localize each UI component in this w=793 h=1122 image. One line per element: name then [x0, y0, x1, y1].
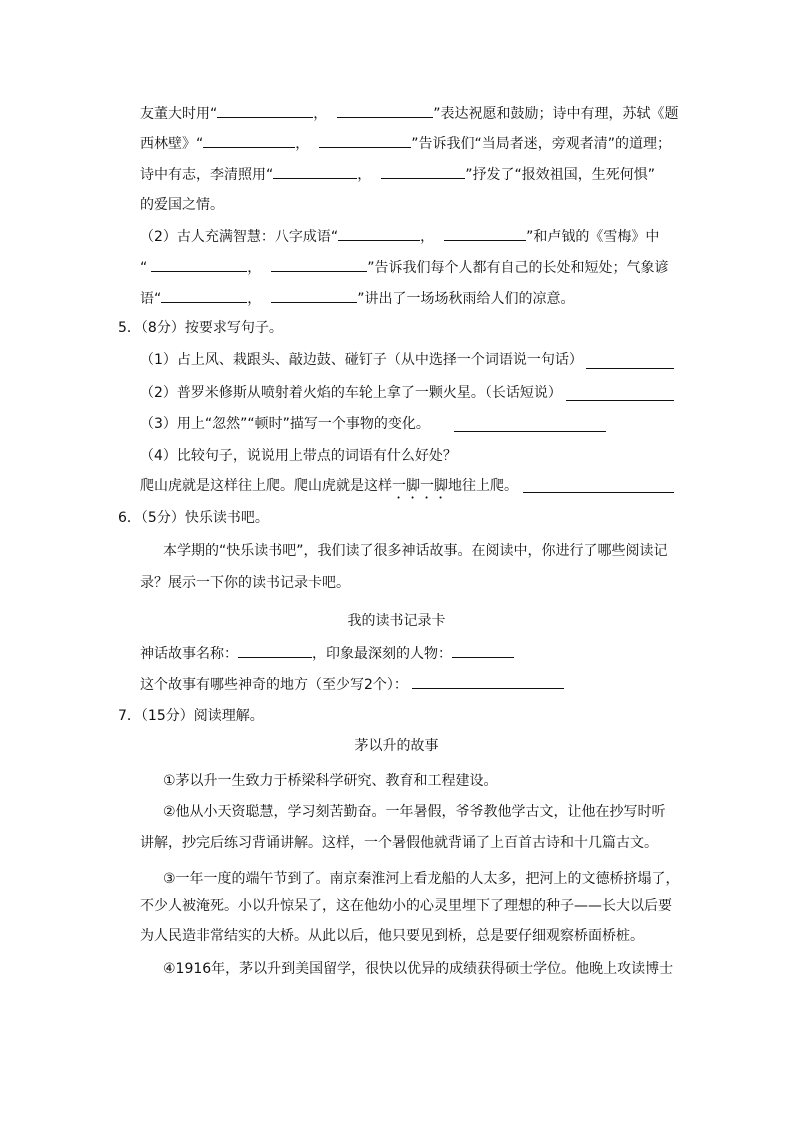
text: ”抒发了“报效祖国，生死何惧”	[465, 167, 656, 183]
text: （1）占上风、栽跟头、敲边鼓、碰钉子（从中选择一个词语说一句话）	[140, 352, 583, 368]
answer-blank[interactable]	[271, 257, 367, 272]
answer-blank[interactable]	[454, 417, 606, 432]
reading-card-field-1	[140, 643, 514, 664]
text: ，	[357, 167, 372, 183]
text: （2）古人充满智慧：八字成语“	[140, 229, 339, 245]
q5-item-3: （3）用上“忽然”“顿时”描写一个事物的变化。	[140, 416, 430, 432]
story-paragraph: ②他从小天资聪慧，学习刻苦勤奋。一年暑假，爷爷教他学古文，让他在抄写时听	[163, 804, 666, 820]
q5-item-4: （4）比较句子，说说用上带点的词语有什么好处？	[140, 448, 457, 464]
answer-blank[interactable]	[151, 257, 247, 272]
text: ”告诉我们“当局者迷，旁观者清”的道理；	[411, 136, 672, 152]
q6-paragraph-line-2: 录？展示一下你的读书记录卡吧。	[140, 575, 350, 591]
story-paragraph: 不少人被淹死。小以升惊呆了，这在他幼小的心灵里埋下了理想的种子——长大以后要	[140, 898, 672, 914]
text: ，	[295, 136, 310, 152]
q4-line-1	[140, 103, 679, 124]
label: 神话故事名称：	[140, 646, 238, 662]
text: 地往上爬。	[448, 478, 518, 494]
text: ”和卢钺的《雪梅》中	[526, 229, 660, 245]
text: 西林壁》“	[140, 136, 204, 152]
text: ”表达祝愿和鼓励；诗中有理，苏轼《题	[433, 106, 679, 122]
dotted-words: 一脚一脚	[392, 478, 448, 494]
text: ，	[313, 106, 328, 122]
answer-blank[interactable]	[338, 226, 420, 241]
text: 爬山虎就是这样往上爬。爬山虎就是这样	[140, 478, 392, 494]
answer-blank[interactable]	[273, 164, 357, 179]
story-paragraph: ④1916年，茅以升到美国留学，很快以优异的成绩获得硕士学位。他晚上攻读博士	[163, 961, 674, 977]
text: ，	[420, 229, 435, 245]
answer-blank[interactable]	[203, 133, 295, 148]
answer-blank[interactable]	[444, 226, 526, 241]
story-name-blank[interactable]	[238, 643, 312, 658]
answer-blank[interactable]	[271, 288, 357, 303]
text: 语“	[140, 291, 162, 307]
text: ，	[247, 260, 262, 276]
character-blank[interactable]	[452, 643, 514, 658]
story-title: 茅以升的故事	[354, 738, 439, 754]
text: ”告诉我们每个人都有自己的长处和短处；气象谚	[367, 260, 669, 276]
answer-blank[interactable]	[586, 354, 674, 369]
answer-blank[interactable]	[337, 103, 433, 118]
story-paragraph: ①茅以升一生致力于桥梁科学研究、教育和工程建设。	[163, 773, 498, 789]
reading-card-title: 我的读书记录卡	[347, 613, 446, 629]
q6-title: 6．（5分）快乐读书吧。	[118, 510, 269, 526]
answer-blank[interactable]	[217, 103, 313, 118]
label: 这个故事有哪些神奇的地方（至少写2个）：	[140, 677, 408, 693]
q4-line-3	[140, 164, 655, 185]
magic-places-blank[interactable]	[412, 674, 564, 689]
q5-title: 5．（8分）按要求写句子。	[118, 320, 283, 336]
answer-blank[interactable]	[523, 478, 674, 493]
q6-paragraph-line-1: 本学期的“快乐读书吧”，我们读了很多神话故事。在阅读中，你进行了哪些阅读记	[163, 543, 668, 559]
answer-blank[interactable]	[161, 288, 247, 303]
reading-card-field-2	[140, 674, 564, 695]
q5-item-4-sentences	[140, 476, 518, 502]
q4-part-2-line-3	[140, 288, 575, 309]
answer-blank[interactable]	[319, 133, 411, 148]
answer-blank[interactable]	[381, 164, 465, 179]
answer-blank[interactable]	[566, 386, 674, 401]
story-paragraph: 为人民造非常结实的大桥。从此以后，他只要见到桥，总是要仔细观察桥面桥桩。	[140, 928, 644, 944]
q5-item-2: （2）普罗米修斯从喷射着火焰的车轮上拿了一颗火星。（长话短说）	[140, 385, 562, 401]
text: 诗中有志，李清照用“	[140, 167, 274, 183]
q4-part-2-line-1	[140, 226, 659, 247]
q4-line-2	[140, 133, 671, 154]
text: “	[140, 260, 148, 276]
story-paragraph: ③一年一度的端午节到了。南京秦淮河上看龙船的人太多，把河上的文德桥挤塌了，	[163, 871, 680, 887]
text: 友董大时用“	[140, 106, 218, 122]
story-paragraph: 讲解，抄完后练习背诵讲解。这样，一个暑假他就背诵了上百首古诗和十几篇古文。	[140, 835, 658, 851]
text: ”讲出了一场场秋雨给人们的凉意。	[357, 291, 575, 307]
q7-title: 7．（15分）阅读理解。	[118, 708, 264, 724]
text: ，	[247, 291, 262, 307]
label: ，印象最深刻的人物：	[312, 646, 452, 662]
q4-line-4: 的爱国之情。	[140, 197, 224, 213]
q5-item-1	[140, 350, 583, 370]
q4-part-2-line-2	[140, 257, 669, 278]
